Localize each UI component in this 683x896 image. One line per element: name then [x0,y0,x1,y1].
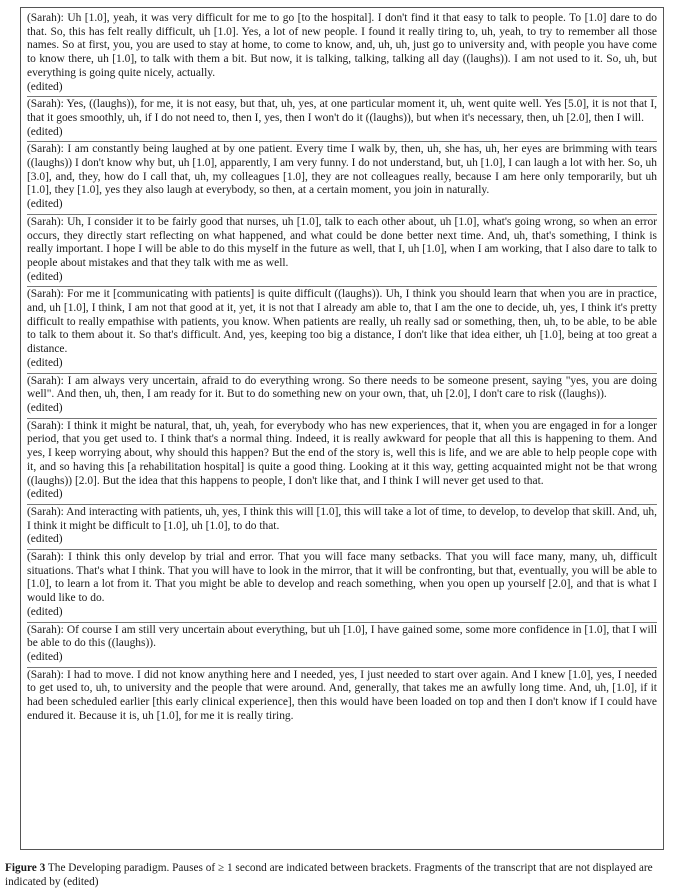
transcript-fragment [27,12,657,97]
edited-marker: (edited) [27,125,63,138]
transcript-box [20,7,664,850]
transcript-fragment [27,550,657,623]
edited-marker: (edited) [27,650,63,663]
transcript-fragment [27,215,657,288]
fragment-text: (Sarah): Yes, ((laughs)), for me, it is not easy, but that, uh, yes, at one particular moment it, uh, went quite well. Yes [5.0], it is not that I, that it goes smoothly, uh, if I do not need to, then I, yes, then I won't do it ((laughs)), but when it's necessary, then, uh [2.0], then I will. [27,98,657,124]
edited-marker: (edited) [27,80,63,93]
fragment-text: (Sarah): Uh [1.0], yeah, it was very difficult for me to go [to the hospital]. I don't find it that easy to talk to people. To [1.0] dare to do that. So, this has felt really difficult, uh [1.0]. Yes, a lot of new people. I found it really tiring to, uh, yeah, to try to remember all those names. So at first, you, you are used to stay at home, to come to know, and, uh, uh, just go to university and, with people you have come to know there, uh [1.0], to talk with them a bit. But now, it is talking, talking, talking all day ((laughs)). I am not used to it. So, uh, but everything is going quite nicely, actually. [27,12,657,79]
transcript-fragment [27,97,657,142]
fragment-text: (Sarah): I am constantly being laughed at by one patient. Every time I walk by, then, uh, she has, uh, her eyes are brimming with tears ((laughs)) I don't know why but, uh [1.0], apparently, I am very funny. I do not understand, but, uh [1.0], I can laugh a lot with her. So, uh [3.0], and, they, how do I call that, uh, my colleagues [1.0], they are not colleagues really, because I am here only temporarily, but uh [1.0], they [1.0], yes they also laugh at everybody, so then, at a certain moment, you join in naturally. [27,143,657,197]
edited-marker: (edited) [27,488,63,501]
fragment-text: (Sarah): Uh, I consider it to be fairly good that nurses, uh [1.0], talk to each other about, uh [1.0], what's going wrong, so when an error occurs, they directly start reflecting on what happened, and what could be done better next time. And, uh, that's something, I think is really important. I hope I will be able to do this myself in the future as well, that I, uh [1.0], when I am working, that I also dare to talk to people about mistakes and that they talk with me as well. [27,215,657,269]
edited-marker: (edited) [27,533,63,546]
transcript-fragment [27,142,657,215]
caption-text: The Developing paradigm. Pauses of ≥ 1 second are indicated between brackets. Fragments of the transcript that are not displayed are indicated by (edited) [5,862,653,888]
fragment-text: (Sarah): I think this only develop by trial and error. That you will face many setbacks. That you will face many, many, uh, difficult situations. That's what I think. That you will have to look in the mirror, that it will be confronting, but that, eventually, you will be able to [1.0], to learn a lot from it. That you might be able to develop and reach something, when you open up yourself [2.0], and that is what I would like to do. [27,551,657,605]
figure-caption [5,862,678,889]
fragment-text: (Sarah): I am always very uncertain, afraid to do everything wrong. So there needs to be someone present, saying "yes, you are doing well". And then, uh, then, I am ready for it. But to do something new on your own, that, uh [2.0], I don't care to risk ((laughs)). [27,374,657,401]
edited-marker: (edited) [27,605,63,618]
fragment-text: (Sarah): I think it might be natural, that, uh, yeah, for everybody who has new experiences, that it, when you are engaged in for a longer period, that you get used to. I think that's a normal thing. Indeed, it is really awkward for people that all this is happening to them. And yes, I keep worrying about, why should this happen? But the end of the story is, well this is life, and we are able to help people cope with it, and so having this [a rehabilitation hospital] is quite a good thing. Looking at it this way, getting acquainted might not be that wrong ((laughs)) [2.0]. But the idea that this happens to people, I don't like that, and I think I will never get used to that. [27,419,657,487]
fragment-text: (Sarah): I had to move. I did not know anything here and I needed, yes, I just needed to start over again. And I knew [1.0], yes, I needed to get used to, uh, to university and the people that were around. And, generally, that takes me an awfully long time. And, uh, [1.0], if it had been scheduled earlier [this early clinical experience], then this would have been loaded on top and then I don't know if I could have endured it. Because it is, uh [1.0], for me it is really tiring. [27,668,657,722]
fragment-text: (Sarah): For me it [communicating with patients] is quite difficult ((laughs)). Uh, I think you should learn that when you are in practice, and, uh [1.0], I think, I am not that good at it, yet, it is not that I already am able to, that I am the one to decide, uh, yes, I think it's pretty difficult to really empathise with patients, you know. When patients are really, uh really sad or something, then, uh, to be able, to be able to talk to them about it. So that's difficult. And, yes, keeping too big a distance, I don't like that idea either, uh [1.0], being at too great a distance. [27,288,657,356]
transcript-fragment [27,505,657,550]
edited-marker: (edited) [27,270,63,283]
transcript-fragment [27,287,657,373]
fragment-text: (Sarah): And interacting with patients, uh, yes, I think this will [1.0], this will take a lot of time, to develop, to develop that skill. And, uh, I think it might be difficult to [1.0], uh [1.0], to do that. [27,505,657,532]
edited-marker: (edited) [27,401,63,414]
transcript-fragment [27,374,657,419]
fragment-text: (Sarah): Of course I am still very uncertain about everything, but uh [1.0], I have gained some, some more confidence in [1.0], that I will be able to do this ((laughs)). [27,623,657,650]
edited-marker: (edited) [27,198,63,211]
transcript-fragment [27,623,657,668]
transcript-fragment [27,419,657,505]
transcript-fragment [27,668,657,726]
edited-marker: (edited) [27,356,63,369]
figure-label: Figure 3 [5,862,46,874]
